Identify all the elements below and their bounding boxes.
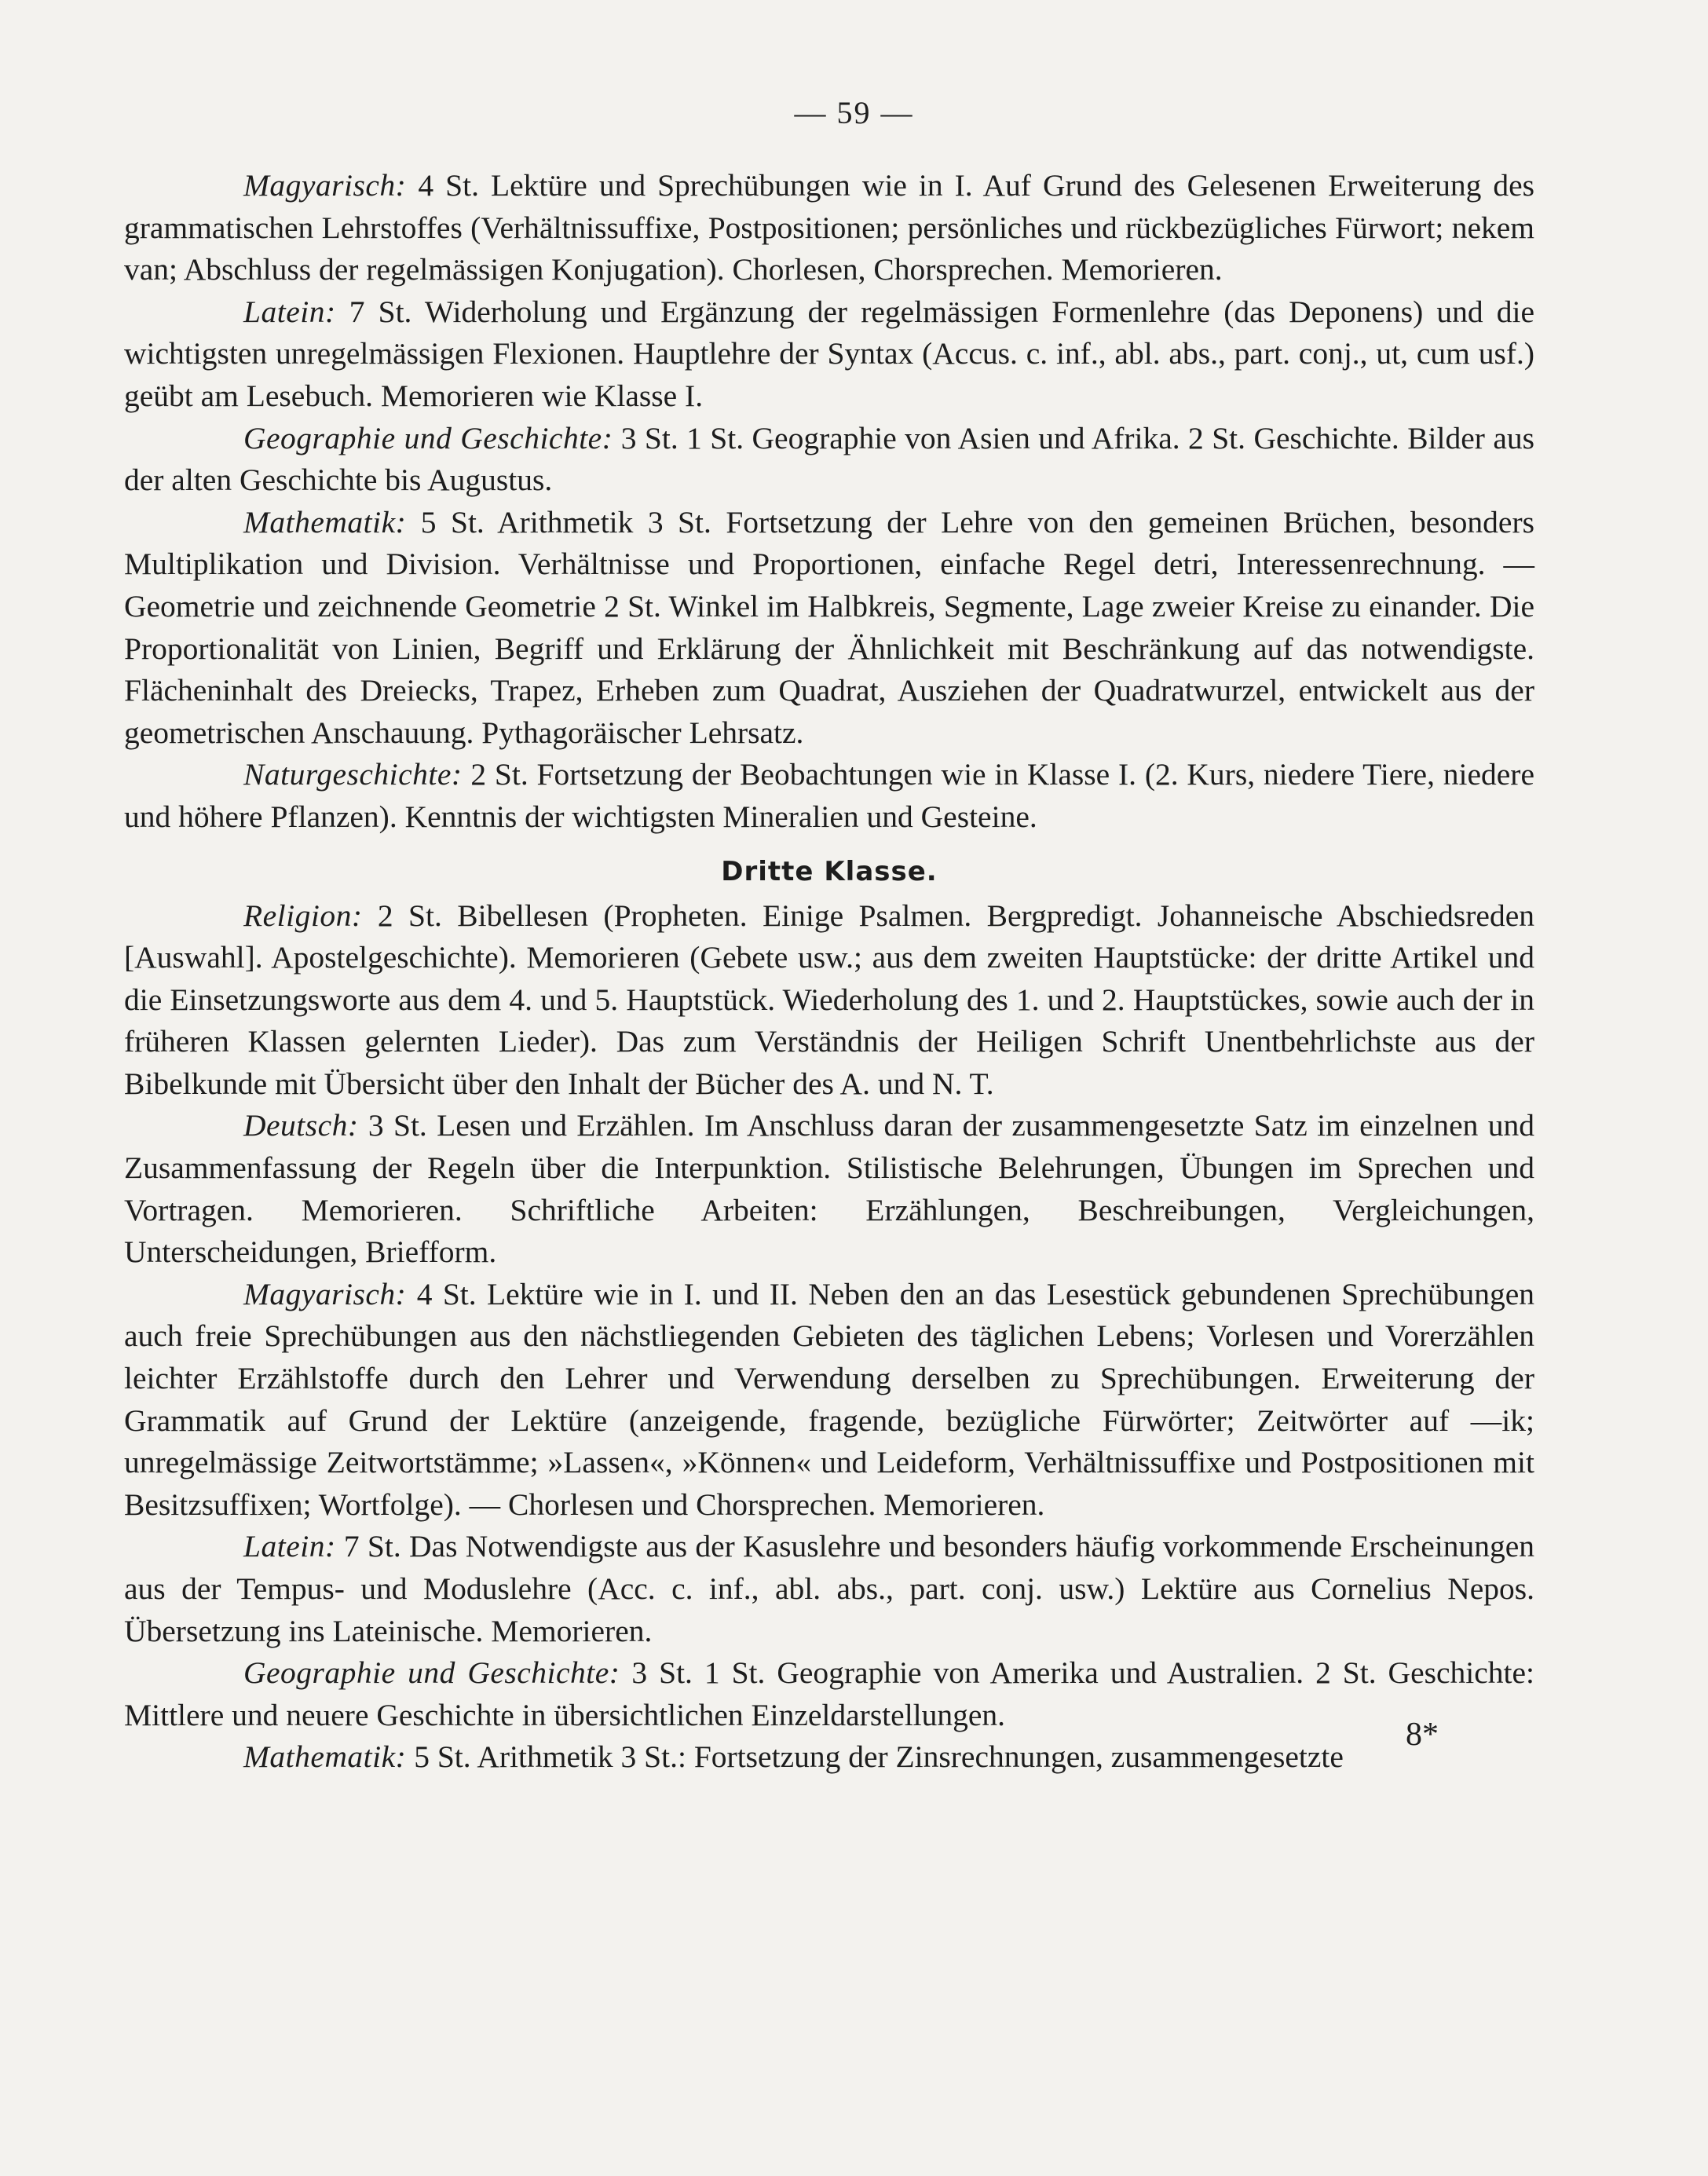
paragraph-mathematik-2 (124, 502, 1534, 755)
paragraph-text: 7 St. Widerholung und Ergänzung der regelmässigen Formenlehre (das Deponens) und die wichtigsten unregelmässigen Flexionen. Hauptlehre der Syntax (Accus. c. inf., abl. abs., part. conj., ut, cum usf.) geübt am Lesebuch. Memorieren wie Klasse I. (124, 294, 1534, 413)
paragraph-mathematik-3 (124, 1736, 1534, 1779)
paragraph-latein-2 (124, 291, 1534, 418)
subject-label: Latein: (243, 294, 336, 329)
paragraph-geographie-3 (124, 1652, 1534, 1736)
subject-label: Deutsch: (243, 1108, 359, 1143)
subject-label: Magyarisch: (243, 168, 407, 203)
paragraph-text: 3 St. 1 St. Geographie von Asien und Afrika. 2 St. Geschichte. Bilder aus der alten Geschichte bis Augustus. (124, 420, 1534, 498)
paragraph-naturgeschichte-2 (124, 754, 1534, 838)
signature-mark: 8* (1406, 1717, 1439, 1753)
section-heading: Dritte Klasse. (721, 855, 938, 887)
paragraph-text: 5 St. Arithmetik 3 St.: Fortsetzung der Zinsrechnungen, zusammengesetzte (406, 1739, 1344, 1775)
page-number: — 59 — (794, 95, 914, 130)
paragraph-text: 5 St. Arithmetik 3 St. Fortsetzung der Lehre von den gemeinen Brüchen, besonders Multiplikation und Division. Verhältnisse und Proportionen, einfache Regel detri, Interessenrechnung. — Geometrie und zeichnende Geometrie 2 St. Winkel im Halbkreis, Segmente, Lage zweier Kreise zu einander. Die Proportionalität von Linien, Begriff und Erklärung der Ähnlichkeit mit Beschränkung auf das notwendigste. Flächeninhalt des Dreiecks, Trapez, Erheben zum Quadrat, Ausziehen der Quadratwurzel, entwickelt aus der geometrischen Anschauung. Pythagoräischer Lehrsatz. (124, 504, 1534, 750)
subject-label: Latein: (243, 1529, 336, 1564)
paragraph-text: 3 St. Lesen und Erzählen. Im Anschluss daran der zusammengesetzte Satz im einzelnen und Zusammenfassung der Regeln über die Interpunktion. Stilistische Belehrungen, Übungen im Sprechen und Vortragen. Memorieren. Schriftliche Arbeiten: Erzählungen, Beschreibungen, Vergleichungen, Unterscheidungen, Briefform. (124, 1108, 1534, 1270)
subject-label: Religion: (243, 898, 363, 933)
paragraph-latein-3 (124, 1526, 1534, 1652)
paragraph-text: 4 St. Lektüre und Sprechübungen wie in I. Auf Grund des Gelesenen Erweiterung des grammatischen Lehrstoffes (Verhältnissuffixe, Postpositionen; persönliches und rückbezügliches Fürwort; nekem van; Abschluss der regelmässigen Konjugation). Chorlesen, Chorsprechen. Memorieren. (124, 168, 1534, 287)
paragraph-text: 4 St. Lektüre wie in I. und II. Neben den an das Lesestück gebundenen Sprechübungen auch freie Sprechübungen aus den nächstliegenden Gebieten des täglichen Lebens; Vorlesen und Vorerzählen leichter Erzählstoffe durch den Lehrer und Verwendung derselben zu Sprechübungen. Erweiterung der Grammatik auf Grund der Lektüre (anzeigende, fragende, bezügliche Fürwörter; Zeitwörter auf —ik; unregelmässige Zeitwortstämme; »Lassen«, »Können« und Leideform, Verhältnissuffixe und Postpositionen mit Besitzsuffixen; Wortfolge). — Chorlesen und Chorsprechen. Memorieren. (124, 1276, 1534, 1522)
subject-label: Naturgeschichte: (243, 757, 463, 792)
paragraph-text: 2 St. Fortsetzung der Beobachtungen wie in Klasse I. (2. Kurs, niedere Tiere, niedere und höhere Pflanzen). Kenntnis der wichtigsten Mineralien und Gesteine. (124, 757, 1534, 834)
paragraph-geographie-2 (124, 418, 1534, 502)
subject-label: Mathematik: (243, 1739, 407, 1775)
paragraph-religion-3 (124, 895, 1534, 1106)
paragraph-text: 7 St. Das Notwendigste aus der Kasuslehre und besonders häufig vorkommende Erscheinungen aus der Tempus- und Moduslehre (Acc. c. inf., abl. abs., part. conj. usw.) Lektüre aus Cornelius Nepos. Übersetzung ins Lateinische. Memorieren. (124, 1529, 1534, 1648)
subject-label: Magyarisch: (243, 1276, 407, 1311)
paragraph-magyarisch-3 (124, 1274, 1534, 1527)
paragraph-deutsch-3 (124, 1105, 1534, 1273)
body-text (124, 165, 1534, 1779)
paragraph-magyarisch-2 (124, 165, 1534, 291)
subject-label: Geographie und Geschichte: (243, 1655, 620, 1691)
subject-label: Geographie und Geschichte: (243, 420, 613, 455)
paragraph-text: 3 St. 1 St. Geographie von Amerika und Australien. 2 St. Geschichte: Mittlere und neuere Geschichte in übersichtlichen Einzeldarstellungen. (124, 1655, 1534, 1732)
paragraph-text: 2 St. Bibellesen (Propheten. Einige Psalmen. Bergpredigt. Johanneische Abschiedsreden [Auswahl]. Apostelgeschichte). Memorieren (Gebete usw.; aus dem zweiten Hauptstücke: der dritte Artikel und die Einsetzungsworte aus dem 4. und 5. Hauptstück. Wiederholung des 1. und 2. Hauptstückes, sowie auch der in früheren Klassen gelernten Lieder). Das zum Verständnis der Heiligen Schrift Unentbehrlichste aus der Bibelkunde mit Übersicht über den Inhalt der Bücher des A. und N. T. (124, 898, 1534, 1101)
subject-label: Mathematik: (243, 504, 407, 539)
